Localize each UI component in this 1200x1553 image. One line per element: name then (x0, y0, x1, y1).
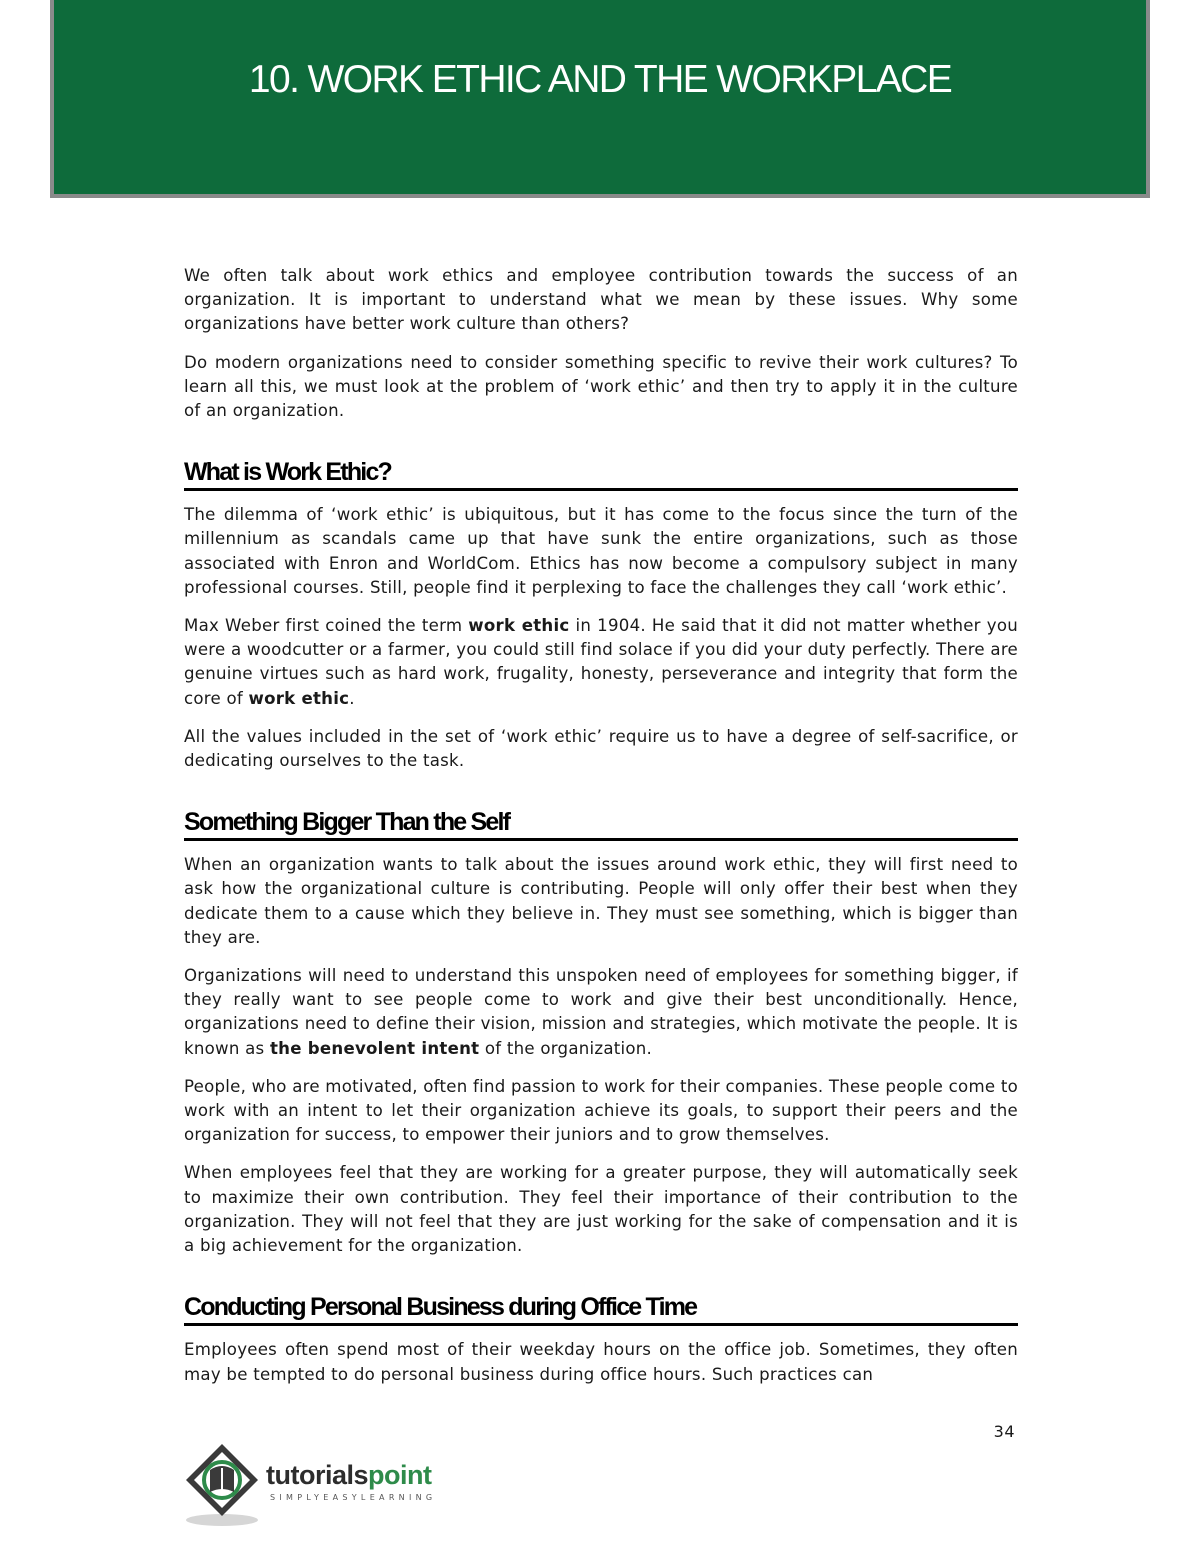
bold-term-work-ethic: work ethic (248, 688, 350, 708)
section3-paragraph-1: Employees often spend most of their weekday hours on the office job. Sometimes, they often may be tempted to do personal business during office hours. Such practices can (184, 1340, 1018, 1384)
section2-paragraph-3: People, who are motivated, often find passion to work for their companies. These people come to work with an intent to let their organization achieve its goals, to support their peers and the organization for success, to empower their juniors and to grow themselves. (184, 1076, 1018, 1145)
intro-paragraph-1: We often talk about work ethics and employee contribution towards the success of an organization. It is important to understand what we mean by these issues. Why some organizations have better work culture than others? (184, 266, 1018, 334)
section2-paragraph-1: When an organization wants to talk about the issues around work ethic, they will first need to ask how the organizational culture is contributing. People will only offer their best when they dedicate them to a cause which they believe in. They must see something, which is bigger than they are. (184, 855, 1018, 947)
logo-wordmark (266, 1460, 432, 1491)
text-run: . (349, 688, 355, 708)
bold-term-benevolent-intent: the benevolent intent (269, 1038, 480, 1058)
tutorialspoint-logo (182, 1440, 482, 1530)
text-run: in 1904. He said that it did not matter whether you were a woodcutter or a farmer, you could still find solace if you did your duty perfectly. There are genuine virtues such as hard work, frugality, honesty, perseverance and integrity that form the core of (184, 616, 1018, 708)
chapter-banner (50, 0, 1150, 198)
logo-tagline: SIMPLYEASYLEARNING (270, 1493, 437, 1502)
section2-paragraph-4: When employees feel that they are working for a greater purpose, they will automatically seek to maximize their own contribution. They feel their importance of their contribution to the organization. They will not feel that they are just working for the sake of compensation and it is a big achievement for the organization. (184, 1163, 1018, 1256)
page-number: 34 (993, 1422, 1015, 1441)
section-heading-personal-business: Conducting Personal Business during Office Time (184, 1292, 1018, 1326)
section-heading-what-is-work-ethic: What is Work Ethic? (184, 457, 1018, 491)
logo-wordmark-part: tutorials (266, 1460, 369, 1490)
bold-term-work-ethic: work ethic (468, 616, 570, 636)
text-run: Organizations will need to understand this unspoken need of employees for something bigger, if they really want to see people come to work and give their best unconditionally. Hence, organizations need to define their vision, mission and strategies, which motivate the people. It is known as (184, 966, 1018, 1058)
page-content (184, 264, 1018, 1401)
section1-paragraph-2 (184, 614, 1018, 711)
section1-paragraph-3: All the values included in the set of ‘work ethic’ require us to have a degree of self-sacrifice, or dedicating ourselves to the task. (184, 726, 1018, 771)
logo-wordmark-accent: point (368, 1460, 432, 1490)
intro-paragraph-2: Do modern organizations need to consider something specific to revive their work cultures? To learn all this, we must look at the problem of ‘work ethic’ and then try to apply it in the culture of an organization. (184, 352, 1018, 421)
section2-paragraph-2 (184, 964, 1018, 1061)
text-run: of the organization. (479, 1038, 653, 1058)
section1-paragraph-1: The dilemma of ‘work ethic’ is ubiquitous, but it has come to the focus since the turn of the millennium as scandals came up that have sunk the entire organizations, such as those associated with Enron and WorldCom. Ethics has now become a compulsory subject in many professional courses. Still, people find it perplexing to face the challenges they call ‘work ethic’. (184, 505, 1018, 597)
section-heading-something-bigger: Something Bigger Than the Self (184, 807, 1018, 841)
text-run: Max Weber first coined the term (184, 616, 469, 636)
chapter-title: 10. WORK ETHIC AND THE WORKPLACE (248, 58, 952, 101)
logo-mark-icon (182, 1440, 272, 1530)
